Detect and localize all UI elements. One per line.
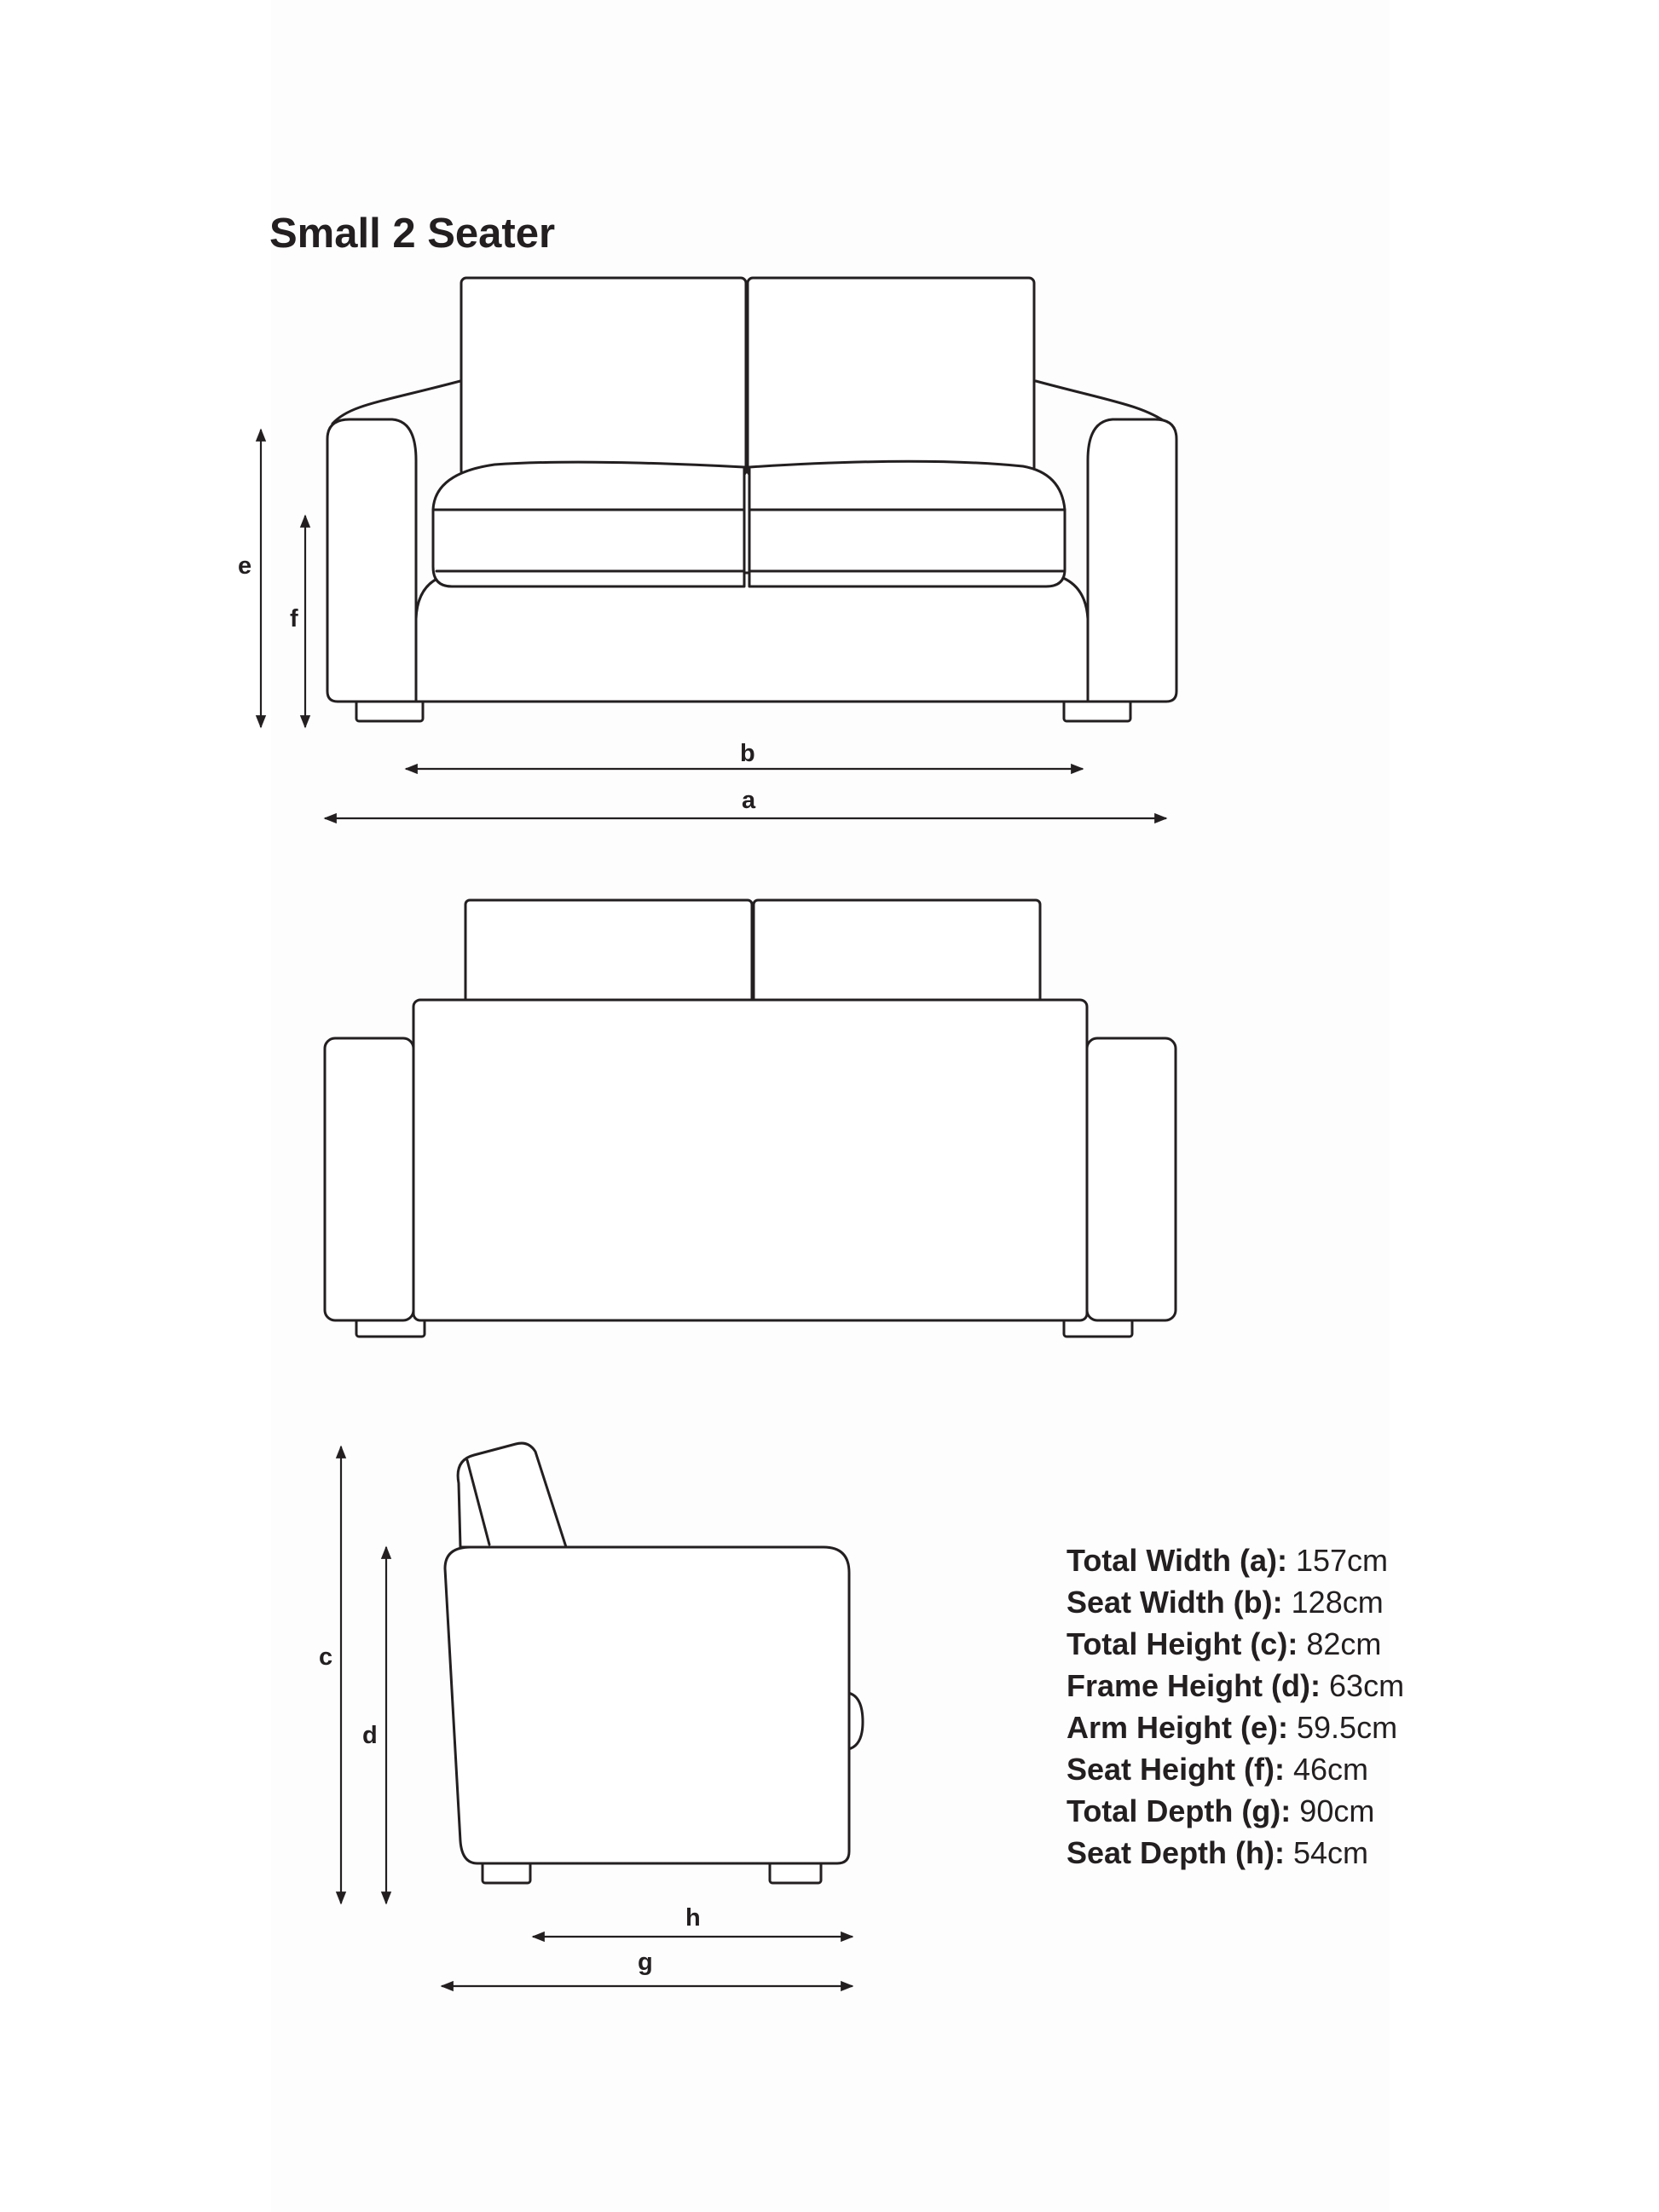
spec-seat-width bbox=[1066, 1581, 1404, 1623]
spec-label: Total Height (c): bbox=[1066, 1626, 1298, 1661]
front-back-cushion-right bbox=[748, 278, 1034, 476]
spec-value: 46cm bbox=[1293, 1752, 1369, 1787]
spec-value: 128cm bbox=[1291, 1585, 1384, 1620]
spec-value: 82cm bbox=[1306, 1626, 1382, 1661]
dimension-label-e: e bbox=[238, 552, 252, 580]
spec-label: Total Width (a): bbox=[1066, 1543, 1287, 1578]
back-left-arm bbox=[325, 1038, 413, 1320]
dimension-label-b: b bbox=[740, 740, 755, 767]
front-left-arm bbox=[327, 419, 416, 702]
spec-value: 59.5cm bbox=[1297, 1710, 1398, 1745]
back-cushion-right bbox=[754, 900, 1040, 1011]
dimension-label-a: a bbox=[742, 787, 756, 814]
side-view bbox=[445, 1443, 863, 1883]
dimension-specs-list bbox=[1066, 1539, 1404, 1874]
back-cushion-left bbox=[465, 900, 752, 1011]
spec-seat-height bbox=[1066, 1748, 1404, 1790]
spec-arm-height bbox=[1066, 1707, 1404, 1748]
dimension-label-h: h bbox=[685, 1904, 701, 1932]
spec-value: 90cm bbox=[1299, 1793, 1375, 1828]
front-back-cushion-left bbox=[461, 278, 746, 476]
spec-value: 157cm bbox=[1295, 1543, 1389, 1578]
dimension-label-d: d bbox=[362, 1722, 378, 1749]
front-seat-cushion-right bbox=[749, 461, 1065, 586]
spec-value: 63cm bbox=[1329, 1668, 1405, 1703]
page-title: Small 2 Seater bbox=[269, 211, 556, 257]
spec-label: Seat Depth (h): bbox=[1066, 1835, 1285, 1870]
side-back-cushion bbox=[458, 1443, 566, 1547]
side-rear-bump bbox=[848, 1693, 863, 1749]
spec-label: Frame Height (d): bbox=[1066, 1668, 1321, 1703]
front-seat-cushion-left bbox=[433, 462, 744, 586]
back-frame bbox=[413, 1000, 1087, 1320]
spec-value: 54cm bbox=[1293, 1835, 1369, 1870]
spec-seat-depth bbox=[1066, 1832, 1404, 1874]
side-frame bbox=[445, 1547, 849, 1863]
dimension-label-g: g bbox=[638, 1949, 653, 1976]
spec-total-height bbox=[1066, 1623, 1404, 1665]
back-right-arm bbox=[1087, 1038, 1176, 1320]
spec-label: Seat Height (f): bbox=[1066, 1752, 1285, 1787]
spec-total-width bbox=[1066, 1539, 1404, 1581]
spec-label: Arm Height (e): bbox=[1066, 1710, 1288, 1745]
front-view bbox=[327, 278, 1176, 721]
spec-label: Total Depth (g): bbox=[1066, 1793, 1292, 1828]
back-view bbox=[325, 900, 1176, 1337]
spec-total-depth bbox=[1066, 1790, 1404, 1832]
front-right-arm bbox=[1088, 419, 1176, 702]
front-base bbox=[416, 573, 1088, 702]
spec-frame-height bbox=[1066, 1665, 1404, 1707]
dimension-label-c: c bbox=[319, 1643, 333, 1671]
spec-label: Seat Width (b): bbox=[1066, 1585, 1283, 1620]
dimension-label-f: f bbox=[290, 605, 298, 632]
